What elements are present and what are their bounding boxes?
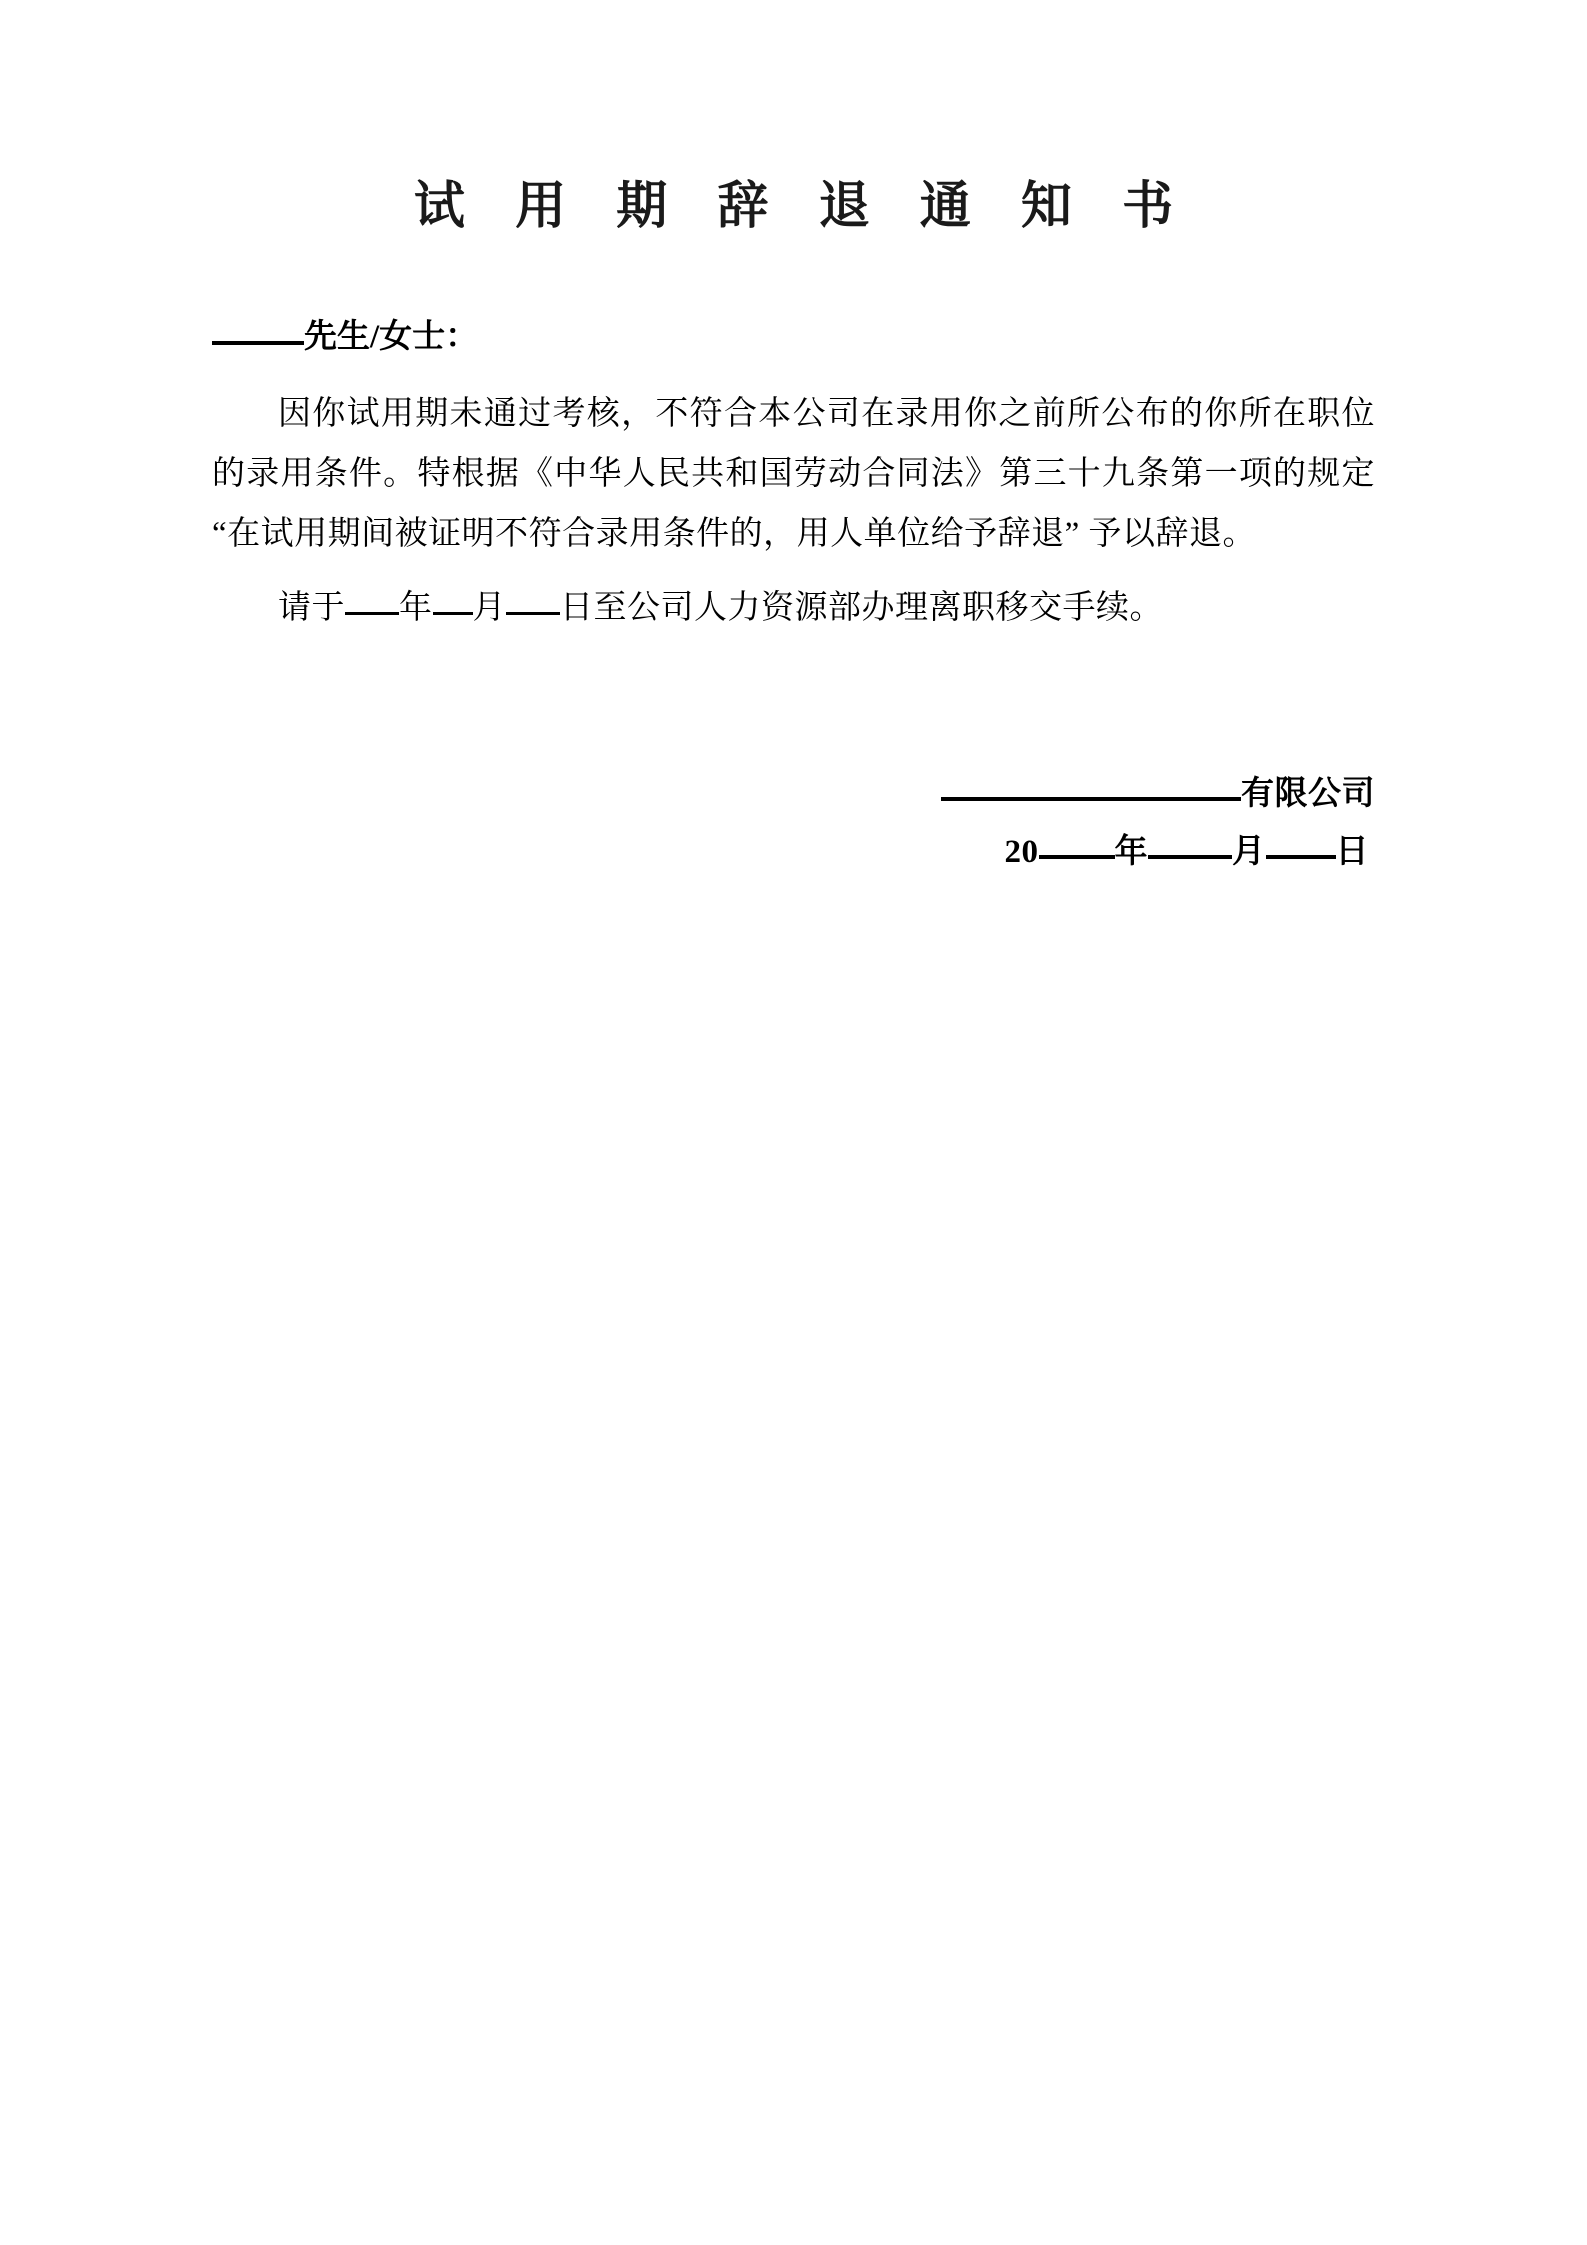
date-day-blank[interactable] — [1266, 855, 1336, 859]
date-month-blank[interactable] — [1148, 855, 1232, 859]
salutation-line — [212, 236, 1375, 362]
signature-block — [212, 638, 1375, 882]
company-suffix: 有限公司 — [1241, 776, 1375, 813]
handover-tail: 至公司人力资源部办理离职移交手续。 — [593, 590, 1163, 627]
handover-lead: 请于 — [278, 590, 345, 627]
date-year-blank[interactable] — [1039, 855, 1115, 859]
date-year-unit: 年 — [1114, 833, 1148, 870]
company-name-blank[interactable] — [941, 797, 1241, 801]
body-text — [212, 362, 1375, 638]
handover-year-unit: 年 — [399, 590, 433, 627]
handover-day-unit: 日 — [560, 590, 594, 627]
recipient-name-blank[interactable] — [212, 341, 304, 345]
date-month-unit: 月 — [1232, 833, 1266, 870]
handover-month-blank[interactable] — [433, 612, 473, 615]
company-signature-line — [212, 766, 1375, 824]
page-title: 试 用 期 辞 退 通 知 书 — [413, 177, 1192, 234]
salutation-suffix: 先生/女士： — [304, 319, 479, 356]
handover-year-blank[interactable] — [345, 612, 399, 615]
handover-day-blank[interactable] — [506, 612, 560, 615]
date-year-prefix: 20 — [1004, 833, 1039, 870]
signature-date-line — [212, 824, 1375, 882]
handover-month-unit: 月 — [472, 590, 506, 627]
paragraph-handover — [212, 578, 1375, 638]
paragraph-reason: 因你试用期未通过考核，不符合本公司在录用你之前所公布的你所在职位的录用条件。特根据《中华人民共和国劳动合同法》第三十九条第一项的规定“在试用期间被证明不符合录用条件的，用人单位给予辞退” 予以辞退。 — [212, 396, 1375, 553]
date-day-unit: 日 — [1335, 833, 1369, 870]
